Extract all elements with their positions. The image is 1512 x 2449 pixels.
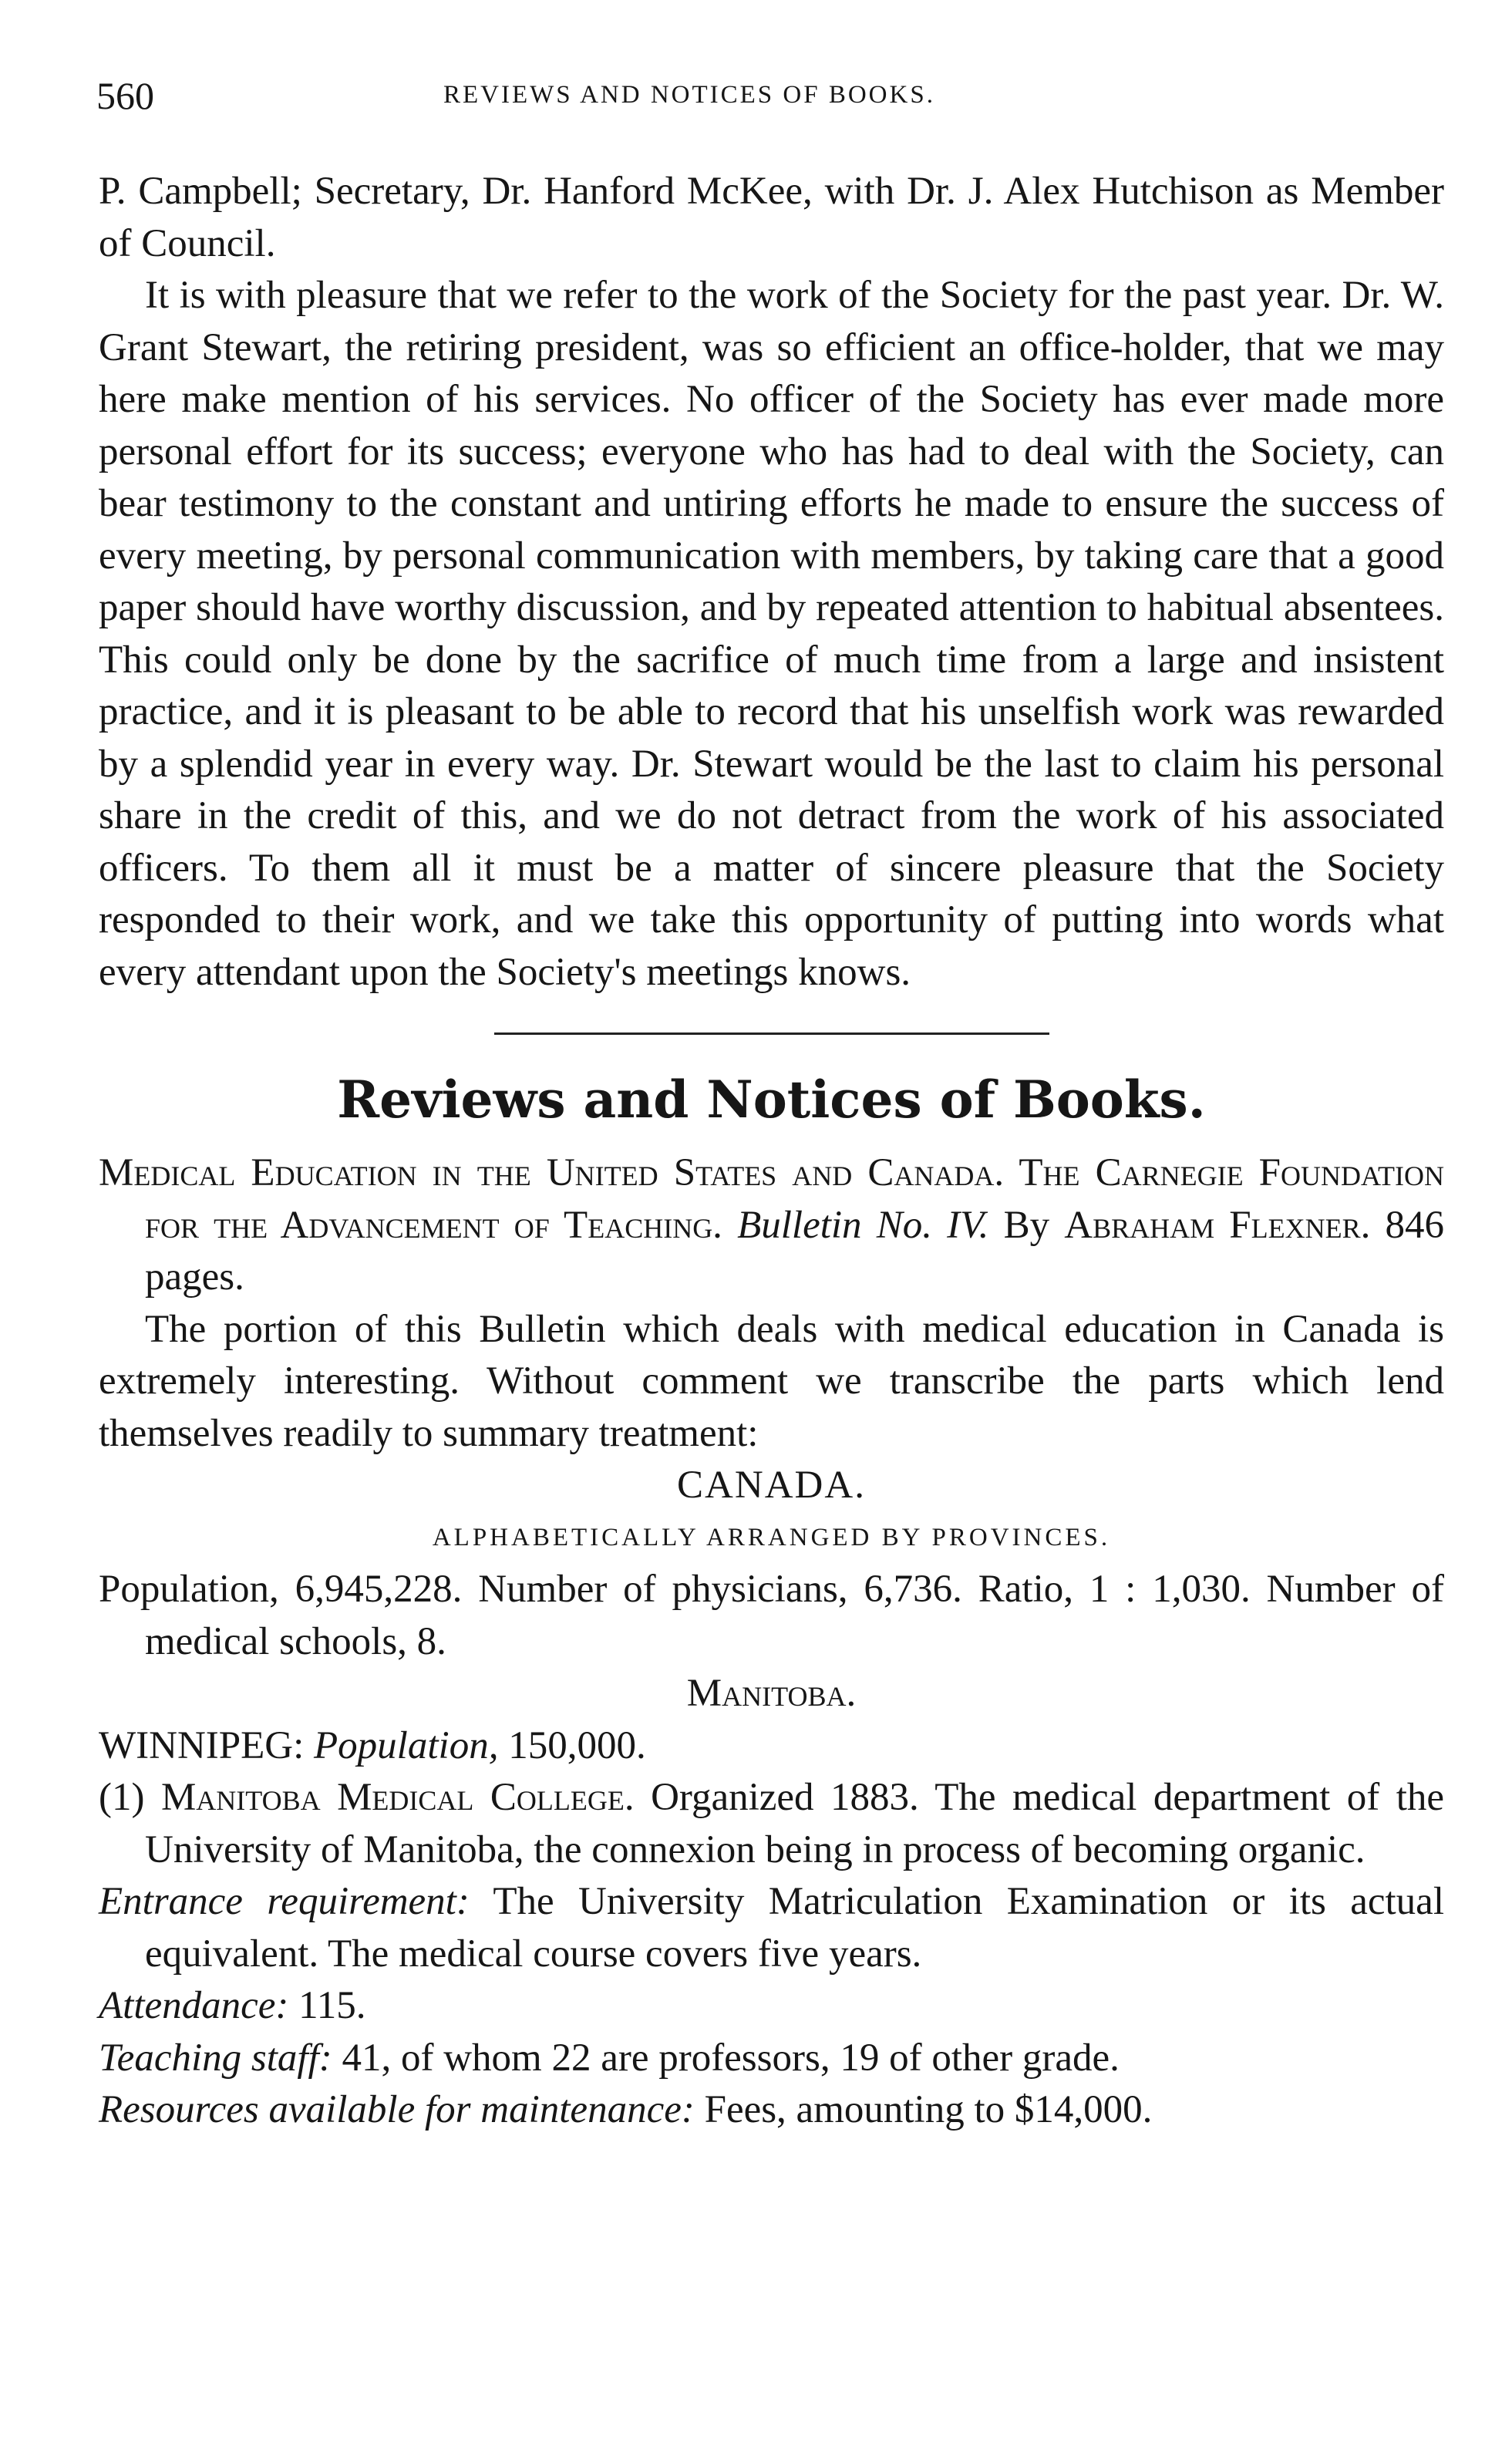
page-header <box>96 73 1453 127</box>
resources-text: Fees, amounting to $14,000. <box>704 2088 1153 2131</box>
teaching-staff-line <box>99 2033 1444 2085</box>
running-head: REVIEWS AND NOTICES OF BOOKS. <box>443 81 935 109</box>
attendance-line <box>99 1980 1444 2033</box>
arrangement-note: ALPHABETICALLY ARRANGED BY PROVINCES. <box>432 1523 1111 1551</box>
country-heading: CANADA. <box>677 1464 866 1507</box>
staff-label: Teaching staff: <box>99 2036 332 2080</box>
section-divider <box>494 1032 1049 1035</box>
city-name: WINNIPEG: <box>99 1723 305 1767</box>
college-entry <box>99 1772 1444 1876</box>
review-intro: The portion of this Bulletin which deals with medical education in Canada is extremely interesting. Without comment we transcribe the parts which lend themselves readily to summary treatment: <box>99 1307 1444 1455</box>
author-name: Abraham Flexner. <box>1064 1203 1371 1247</box>
attendance-label: Attendance: <box>99 1984 289 2027</box>
by-label: By <box>1003 1203 1050 1247</box>
book-heading <box>99 1147 1444 1304</box>
resources-line <box>99 2084 1444 2137</box>
page-count: 846 pages. <box>145 1203 1445 1299</box>
population-value: 150,000. <box>508 1723 646 1767</box>
paragraph-society-year: It is with pleasure that we refer to the work of the Society for the past year. Dr. W. Grant Stewart, the retiring president, was so efficient an office-holder, that we may here make mention of his services. No officer of the Society has ever made more personal effort for its success; everyone who has had to deal with the Society, can bear testimony to the constant and untiring efforts he made to ensure the success of every meeting, by personal communication with members, by taking care that a good paper should have worthy discussion, and by repeated attention to habitual absentees. This could only be done by the sacrifice of much time from a large and insistent practice, and it is pleasant to be able to record that his unselfish work was rewarded by a splendid year in every way. Dr. Stewart would be the last to claim his personal share in the credit of this, and we do not detract from the work of his associated officers. To them all it must be a matter of sincere pleasure that the Society responded to their work, and we take this opportunity of putting into words what every attendant upon the Society's meetings knows. <box>99 274 1444 994</box>
entrance-label: Entrance requirement: <box>99 1880 470 1923</box>
canada-statistics: Population, 6,945,228. Number of physicians, 6,736. Ratio, 1 : 1,030. Number of medical schools, 8. <box>99 1568 1444 1663</box>
college-number: (1) <box>99 1776 145 1819</box>
city-line <box>99 1720 1444 1773</box>
college-description: Organized 1883. The medical department of the University of Manitoba, the connexion being in process of becoming organic. <box>145 1776 1445 1871</box>
college-name: Manitoba Medical College. <box>160 1776 635 1819</box>
entrance-requirement <box>99 1876 1444 1980</box>
paragraph-continued: P. Campbell; Secretary, Dr. Hanford McKee, with Dr. J. Alex Hutchison as Member of Council. <box>99 170 1444 265</box>
population-label: Population, <box>314 1723 499 1767</box>
page-number: 560 <box>96 74 154 117</box>
attendance-value: 115. <box>298 1984 366 2027</box>
province-heading: Manitoba. <box>686 1672 857 1715</box>
text-column <box>99 166 1444 2137</box>
book-title: Medical Education in the United States and Canada. The Carnegie Foundation for the Advancement of Teaching. <box>99 1151 1444 1247</box>
staff-text: 41, of whom 22 are professors, 19 of other grade. <box>342 2036 1120 2080</box>
entrance-text: The University Matriculation Examination or its actual equivalent. The medical course covers five years. <box>145 1880 1444 1976</box>
resources-label: Resources available for maintenance: <box>99 2088 695 2131</box>
section-title: Reviews and Notices of Books. <box>337 1070 1206 1130</box>
bulletin-number: Bulletin No. IV. <box>737 1203 989 1247</box>
